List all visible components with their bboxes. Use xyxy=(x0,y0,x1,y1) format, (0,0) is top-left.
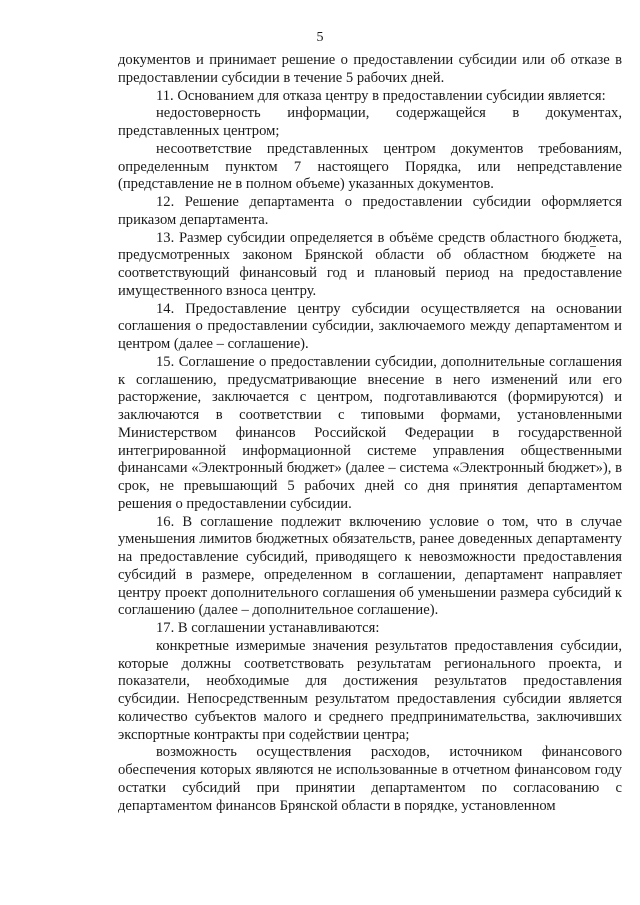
paragraph-17: 17. В соглашении устанавливаются: xyxy=(156,620,380,636)
paragraph-11-item-1: недостоверность информации, содержащейся в документах, представленных центром; xyxy=(118,105,622,139)
paragraph-13: 13. Размер субсидии определяется в объёме средств областного бюджета, предусмотренных законом Брянской области об областном бюджете на соответствующий финансовый год и плановый период на предоставление имущественного взноса центру. xyxy=(118,229,622,299)
paragraph-11-item-2: несоответствие представленных центром документов требованиям, определенным пунктом 7 настоящего Порядка, или непредставление (представление не в полном объеме) указанных документов. xyxy=(118,140,622,193)
paragraph-17-item-2: возможность осуществления расходов, источником финансового обеспечения которых являются не использованные в отчетном финансовом году остатки субсидий при принятии департаментом по согласованию с департаментом финансов Брянской области в порядке, установленном xyxy=(118,744,622,814)
paragraph-16: 16. В соглашение подлежит включению условие о том, что в случае уменьшения лимитов бюджетных обязательств, ранее доведенных департаменту на предоставление субсидий, приводящего к невозможности предоставления субсидий в размере, определенном в соглашении, департамент направляет центру проект дополнительного соглашения об уменьшении размера субсидий к соглашению (далее – дополнительное соглашение). xyxy=(118,513,622,619)
document-body xyxy=(118,52,622,815)
paragraph-12: 12. Решение департамента о предоставлении субсидии оформляется приказом департамента. xyxy=(118,194,622,228)
paragraph-continuation: документов и принимает решение о предоставлении субсидии или об отказе в предоставлении субсидии в течение 5 рабочих дней. xyxy=(118,52,622,86)
paragraph-15: 15. Соглашение о предоставлении субсидии, дополнительные соглашения к соглашению, предусматривающие внесение в него изменений или его расторжение, заключается с центром, подготавливаются (формируются) и заключаются в соответствии с типовыми формами, установленными Министерством финансов Российской Федерации в государственной интегрированной информационной системе управления общественными финансами «Электронный бюджет» (далее – система «Электронный бюджет»), в срок, не превышающий 5 рабочих дней со дня принятия департаментом решения о предоставлении субсидии. xyxy=(118,353,622,512)
paragraph-14: 14. Предоставление центру субсидии осуществляется на основании соглашения о предоставлении субсидии, заключаемого между департаментом и центром (далее – соглашение). xyxy=(118,300,622,352)
paragraph-17-item-1: конкретные измеримые значения результатов предоставления субсидии, которые должны соответствовать результатам регионального проекта, и показатели, необходимые для достижения результатов предоставления субсидии. Непосредственным результатом предоставления субсидии является количество субъектов малого и среднего предпринимательства, заключивших экспортные контракты при содействии центра; xyxy=(118,637,622,743)
page-number: 5 xyxy=(316,30,324,45)
paragraph-11: 11. Основанием для отказа центру в предоставлении субсидии является: xyxy=(156,87,606,104)
